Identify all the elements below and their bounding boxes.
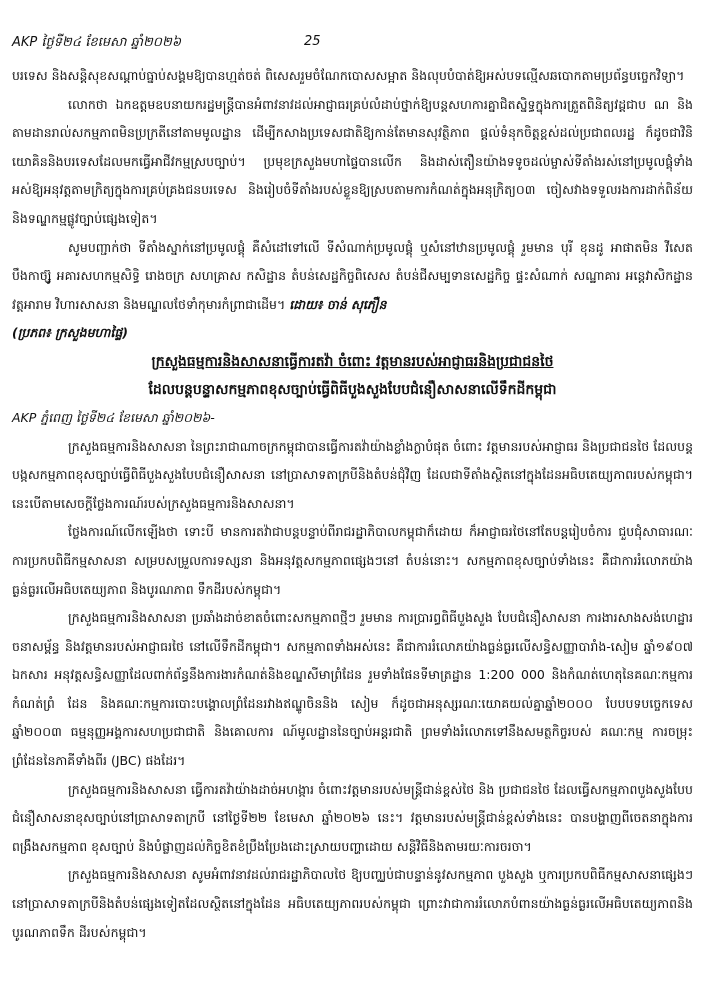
article-paragraph-4: ក្រសួងធម្មការនិងសាសនា ធ្វើការតវ៉ាយ៉ាងដាច់អហង្ការ ចំពោះវត្តមានរបស់មន្ត្រីជាន់ខ្ពស់ថៃ និង ប្រជាជនថៃ ដែលធ្វើសកម្មភាពបួងសួងបែបជំនឿសាសនាខុសច្បាប់នៅប្រាសាទតាក្របី នៅថ្ងៃទី២២ ខែមេសា ឆ្នាំ២០២៦ នេះ។ វត្តមានរបស់មន្ត្រីជាន់ខ្ពស់ទាំងនេះ បានបង្ហាញពីចេតនាក្នុងការពង្រឹងសកម្មភាព ខុសច្បាប់ និងបំផ្លាញដល់កិច្ចខិតខំប្រឹងប្រែងដោះស្រាយបញ្ហាដោយ សន្តិវិធីនិងតាមរយៈការចរចា។ — [12, 781, 693, 854]
source-note: (ប្រភព៖ ក្រសួងមហាផ្ទៃ) — [12, 325, 128, 341]
header-dateline: AKP ថ្ងៃទី២៤ ខែមេសា ឆ្នាំ២០២៦ — [12, 35, 182, 50]
page-header — [12, 34, 695, 56]
article-paragraph-2: ថ្លែងការណ៍លើកឡើងថា ទោះបី មានការតវ៉ាជាបន្តបន្ទាប់ពីរាជរដ្ឋាភិបាលកម្ពុជាក៏ដោយ ក៏អាជ្ញាធរថៃនៅតែបន្តរៀបចំការ ជួបជុំសាធារណៈ ការប្រកបពិធីកម្មសាសនា សម្របសម្រួលការទស្សនា និងអនុវត្តសកម្មភាពផ្សេងៗនៅ តំបន់នោះ។ សកម្មភាពខុសច្បាប់ទាំងនេះ គឺជាការរំលោភយ៉ាងធ្ងន់ធ្ងរលើអធិបតេយ្យភាព និងបូរណភាព ទឹកដីរបស់កម្ពុជា។ — [12, 524, 693, 597]
article-dateline: AKP ភ្នំពេញ ថ្ងៃទី២៤ ខែមេសា ឆ្នាំ២០២៦- — [12, 409, 215, 425]
article-title-line-2: ដែលបន្តបន្ទាសកម្មភាពខុសច្បាប់ធ្វើពិធីបួងសួងបែបជំនឿសាសនាលើទឹកដីកម្ពុជា — [148, 381, 557, 398]
prev-article-paragraph-3 — [12, 234, 693, 320]
byline: ដោយ៖ ចាន់ សុភឿន — [289, 296, 387, 312]
article-paragraph-5: ក្រសួងធម្មការនិងសាសនា សូមអំពាវនាវដល់រាជរដ្ឋាភិបាលថៃ ឱ្យបញ្ឈប់ជាបន្ទាន់នូវសកម្មភាព បួងសួង ឬការប្រកបពិធីកម្មសាសនាផ្សេងៗ នៅប្រាសាទតាក្របីនិងតំបន់ផ្សេងទៀតដែលស្ថិតនៅក្នុងដែន អធិបតេយ្យភាពរបស់កម្ពុជា ព្រោះវាជាការរំលោភបំពានយ៉ាងធ្ងន់ធ្ងរលើអធិបតេយ្យភាពនិងបូរណភាពទឹក ដីរបស់កម្ពុជា។ — [12, 867, 693, 940]
prev-article-paragraph-2: លោកថា ឯកឧត្តមឧបនាយករដ្ឋមន្ត្រីបានអំពាវនាវដល់អាជ្ញាធរគ្រប់លំដាប់ថ្នាក់ឱ្យបន្តសហការគ្នាជិតស្និទ្ធក្នុងការត្រួតពិនិត្យវដ្ដជាប ណ និងតាមដានរាល់សកម្មភាពមិនប្រក្រតីនៅតាមមូលដ្ឋាន ដើម្បីកសាងប្រទេសជាតិឱ្យកាន់តែមានសុវត្ថិភាព ផ្ដល់ទំនុកចិត្តខ្ពស់ដល់ប្រជាពលរដ្ឋ ក៏ដូចជាវិនិយោគិននិងបរទេសដែលមកធ្វើអាជីវកម្មស្របច្បាប់។ ប្រមុខក្រសួងមហាផ្ទៃបានលើក និងដាស់តឿនយ៉ាងទទូចដល់ម្ចាស់ទីតាំងរស់នៅប្រមូលផ្តុំទាំងអស់ឱ្យអនុវត្តតាមក្រិត្យក្នុងការគ្រប់គ្រងជនបរទេស និងរៀបចំទីតាំងរបស់ខ្លួនឱ្យស្របតាមការកំណត់ក្នុងអនុក្រិត្យ០៣ ចៀសវាងទទួលរងការដាក់ពិន័យ និងទណ្ឌកម្មផ្លូវច្បាប់ផ្សេងទៀត។ — [12, 96, 693, 226]
article-title-line-1: ក្រសួងធម្មការនិងសាសនាធ្វើការតវ៉ា ចំពោះ វត្តមានរបស់អាជ្ញាធរនិងប្រជាជនថៃ — [151, 353, 554, 370]
article-paragraph-3: ក្រសួងធម្មការនិងសាសនា ប្រឆាំងដាច់ខាតចំពោះសកម្មភាពថ្មីៗ រួមមាន ការប្រារព្ធពិធីបួងសួង បែបជំនឿសាសនា ការងារសាងសង់ហេដ្ឋារ ចនាសម្ព័ន្ធ និងវត្តមានរបស់អាជ្ញាធរថៃ នៅលើទឹកដីកម្ពុជា។ សកម្មភាពទាំងអស់នេះ គឺជាការរំលោភយ៉ាងធ្ងន់ធ្ងរលើសន្ធិសញ្ញាបារាំង-សៀម ឆ្នាំ១៩០៧ ឯកសារ អនុវត្តសន្ធិសញ្ញាដែលពាក់ព័ន្ធនឹងការងារកំណត់និងខណ្ឌសីមាព្រំដែន រួមទាំងផែនទីមាត្រដ្ឋាន 1:200 000 និងកំណត់ហេតុនៃគណៈកម្មការកំណត់ព្រំ ដែន និងគណៈកម្មការបោះបង្គោលព្រំដែនរវាងឥណ្ឌូចិននិង សៀម ក៏ដូចជាអនុស្សរណៈយោគយល់គ្នាឆ្នាំ២០០០ បែបបទបច្ចេកទេស ឆ្នាំ២០០៣ ធម្មនុញ្ញអង្គការសហប្រជាជាតិ និងគោលការ ណ៍មូលដ្ឋាននៃច្បាប់អន្តរជាតិ ព្រមទាំងរំលោភទៅនឹងសមត្ថកិច្ចរបស់ គណៈកម្ម ការចម្រុះព្រំដែននៃភាគីទាំងពីរ (JBC) ផងដែរ។ — [12, 610, 693, 769]
article-paragraph-1: ក្រសួងធម្មការនិងសាសនា នៃព្រះរាជាណាចក្រកម្ពុជាបានធ្វើការតវ៉ាយ៉ាងខ្លាំងក្លាបំផុត ចំពោះ វត្តមានរបស់អាជ្ញាធរ និងប្រជាជនថៃ ដែលបន្តបង្កសកម្មភាពខុសច្បាប់ធ្វើពិធីបួងសួងបែបជំនឿសាសនា នៅប្រាសាទតាក្របីនិងតំបន់ជុំវិញ ដែលជាទីតាំងស្ថិតនៅក្នុងដែនអធិបតេយ្យភាពរបស់កម្ពុជា។ នេះបើតាមសេចក្តីថ្លែងការណ៍របស់ក្រសួងធម្មការនិងសាសនា។ — [12, 438, 693, 511]
prev-article-paragraph-1: បរទេស និងសន្តិសុខសណ្តាប់ធ្នាប់សង្គមឱ្យបានហ្មត់ចត់ ពិសេសរួមចំណែកបោសសម្អាត និងលុបបំបាត់ឱ្យអស់បទល្មើសឆបោកតាមប្រព័ន្ធបច្ចេកវិទ្យា។ — [12, 68, 685, 83]
page-number: 25 — [304, 34, 321, 49]
prev-article-paragraph-3-text: សូមបញ្ជាក់ថា ទីតាំងស្នាក់នៅប្រមូលផ្តុំ គឺសំដៅទៅលើ ទីសំណាក់ប្រមូលផ្តុំ ឬសំនៅឋានប្រមូលផ្តុំ រួមមាន បុរី ខុនដូ អាផាតមិន វីសេត បឹងកាច្ស៊ូ អគារសហកម្មសិទ្ធិ រោងចក្រ សហគ្រាស កសិដ្ឋាន តំបន់សេដ្ឋកិច្ចពិសេស តំបន់ជីសម្បទានសេដ្ឋកិច្ច ផ្ទះសំណាក់ សណ្ឋាគារ អន្តេវាសិកដ្ឋាន វត្តអារាម វិហារសាសនា និងមណ្ឌលថែទាំកុមារកំព្រាជាដើម។ — [12, 239, 693, 312]
document-body — [12, 62, 693, 947]
